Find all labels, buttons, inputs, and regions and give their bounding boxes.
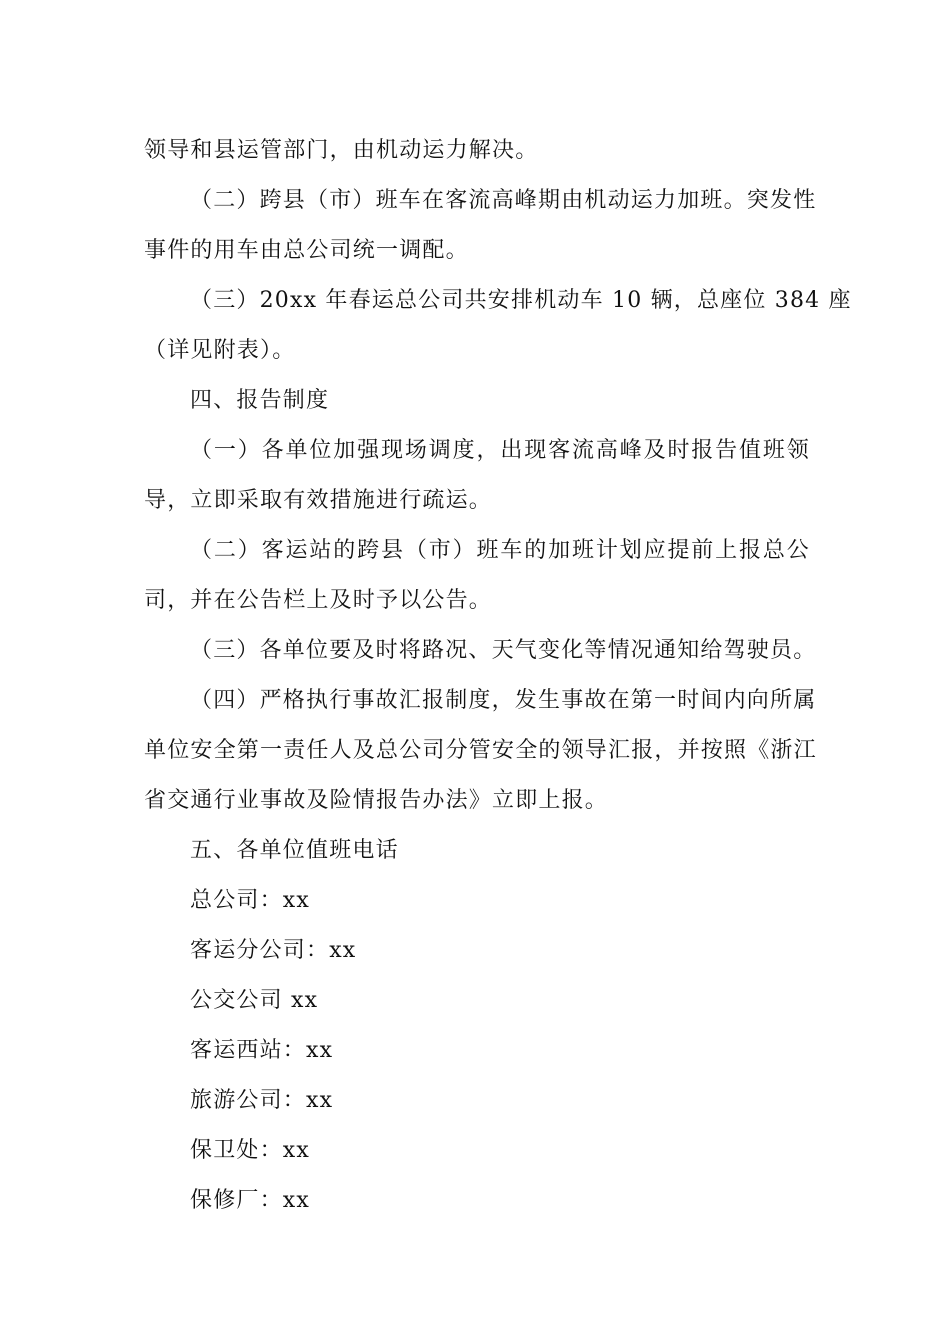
section-heading: 四、报告制度 [190,388,330,413]
contact-line: 总公司：xx [190,888,311,913]
paragraph-line: （四）严格执行事故汇报制度，发生事故在第一时间内向所属 [190,688,817,713]
contact-line: 客运西站：xx [190,1038,334,1063]
contact-line: 客运分公司：xx [190,938,357,963]
paragraph-line: （一）各单位加强现场调度，出现客流高峰及时报告值班领 [190,438,810,463]
paragraph-line: 导，立即采取有效措施进行疏运。 [144,488,493,513]
paragraph-line: （三）20xx 年春运总公司共安排机动车 10 辆，总座位 384 座 [190,288,852,313]
paragraph-line: 领导和县运管部门，由机动运力解决。 [144,138,539,163]
paragraph-line: 单位安全第一责任人及总公司分管安全的领导汇报，并按照《浙江 [144,738,817,763]
contact-line: 保修厂：xx [190,1188,311,1213]
paragraph-line: 事件的用车由总公司统一调配。 [144,238,469,263]
paragraph-line: 省交通行业事故及险情报告办法》立即上报。 [144,788,609,813]
paragraph-line: （详见附表）。 [144,338,296,363]
section-heading: 五、各单位值班电话 [190,838,399,863]
paragraph-line: 司，并在公告栏上及时予以公告。 [144,588,493,613]
contact-line: 保卫处：xx [190,1138,311,1163]
paragraph-line: （三）各单位要及时将路况、天气变化等情况通知给驾驶员。 [190,638,817,663]
paragraph-line: （二）跨县（市）班车在客流高峰期由机动运力加班。突发性 [190,188,817,213]
paragraph-line: （二）客运站的跨县（市）班车的加班计划应提前上报总公 [190,538,810,563]
contact-line: 公交公司 xx [190,988,319,1013]
contact-line: 旅游公司：xx [190,1088,334,1113]
